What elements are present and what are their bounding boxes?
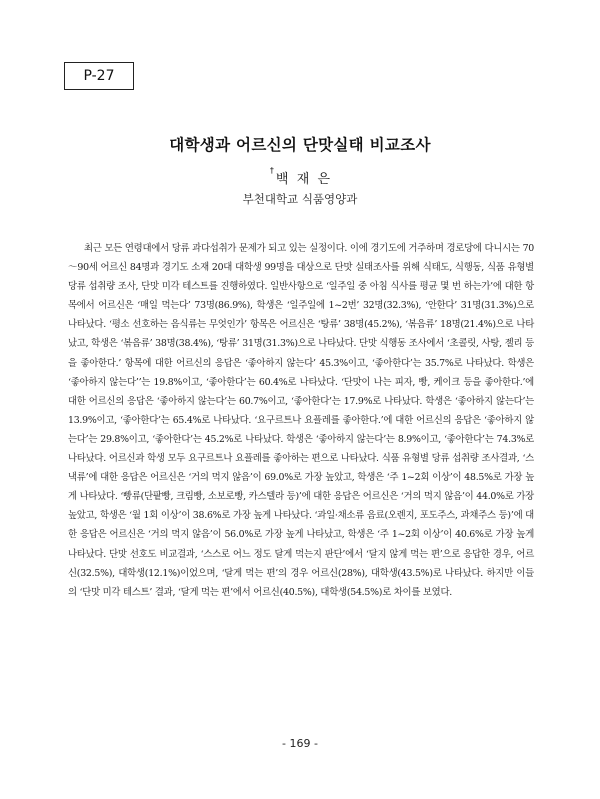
corresponding-author-mark: † xyxy=(269,166,274,175)
abstract-body: 최근 모든 연령대에서 당류 과다섭취가 문제가 되고 있는 실정이다. 이에 경기도에 거주하며 경로당에 다니시는 70～90세 어르신 84명과 경기도 소재 20대 대학생 99명을 대상으로 단맛 실태조사를 위해 식태도, 식행동, 식품 유형별 당류 섭취량 조사, 단맛 미각 테스트를 진행하였다. 일반사항으로 ‘일주일 중 아침 식사를 평균 몇 번 하는가’에 대한 항목에서 어르신은 ‘매일 먹는다’ 73명(86.9%), 학생은 ‘일주일에 1~2번’ 32명(32.3%), ‘안한다’ 31명(31.3%)으로 나타났다. ‘평소 선호하는 음식류는 무엇인가’ 항목은 어르신은 ‘탕류’ 38명(45.2%), ‘볶음류’ 18명(21.4%)으로 나타났고, 학생은 ‘볶음류’ 38명(38.4%), ‘탕류’ 31명(31.3%)으로 나타났다. 단맛 식행동 조사에서 ‘초콜릿, 사탕, 젤리 등을 좋아한다.’ 항목에 대한 어르신의 응답은 ‘좋아하지 않는다’ 45.3%이고, ‘좋아한다’는 35.7%로 나타났다. 학생은 ‘좋아하지 않는다’’는 19.8%이고, ‘좋아한다’는 60.4%로 나타났다. ‘단맛이 나는 피자, 빵, 케이크 등을 좋아한다.’에 대한 어르신의 응답은 ‘좋아하지 않는다’는 60.7%이고, ‘좋아한다’는 17.9%로 나타났다. 학생은 ‘좋아하지 않는다’는 13.9%이고, ‘좋아한다’는 65.4%로 나타났다. ‘요구르트나 요플레를 좋아한다.’에 대한 어르신의 응답은 ‘좋아하지 않는다’는 29.8%이고, ‘좋아한다’는 45.2%로 나타났다. 학생은 ‘좋아하지 않는다’는 8.9%이고, ‘좋아한다’는 74.3%로 나타났다. 어르신과 학생 모두 요구르트나 요플레를 좋아하는 편으로 나타났다. 식품 유형별 당류 섭취량 조사결과, ‘스낵류’에 대한 응답은 어르신은 ‘거의 먹지 않음’이 69.0%로 가장 높았고, 학생은 ‘주 1~2회 이상’이 48.5%로 가장 높게 나타났다. ‘빵류(단팥빵, 크림빵, 소보로빵, 카스텔라 등)’에 대한 응답은 어르신은 ‘거의 먹지 않음’이 44.0%로 가장 높았고, 학생은 ‘월 1회 이상’이 38.6%로 가장 높게 나타났다. ‘과일·채소류 음료(오렌지, 포도주스, 과채주스 등)’에 대한 응답은 어르신은 ‘거의 먹지 않음’이 56.0%로 가장 높게 나타났고, 학생은 ‘주 1~2회 이상’이 40.6%로 가장 높게 나타났다. 단맛 선호도 비교결과, ‘스스로 어느 정도 달게 먹는지 판단’에서 ‘달지 않게 먹는 편’으로 응답한 경우, 어르신(32.5%), 대학생(12.1%)이었으며, ‘달게 먹는 편’의 경우 어르신(28%), 대학생(43.5%)로 나타났다. 하지만 이들의 ‘단맛 미각 테스트’ 결과, ‘달게 먹는 편’에서 어르신(40.5%), 대학생(54.5%)로 차이를 보였다. xyxy=(68,243,534,598)
paper-code-box xyxy=(64,62,134,90)
paper-title: 대학생과 어르신의 단맛실태 비교조사 xyxy=(169,136,431,154)
author-name: 백 재 은 xyxy=(275,172,331,187)
page-number: - 169 - xyxy=(282,737,318,750)
paper-code: P-27 xyxy=(83,68,115,84)
author-line xyxy=(0,168,600,187)
author-affiliation: 부천대학교 식품영양과 xyxy=(242,192,358,206)
